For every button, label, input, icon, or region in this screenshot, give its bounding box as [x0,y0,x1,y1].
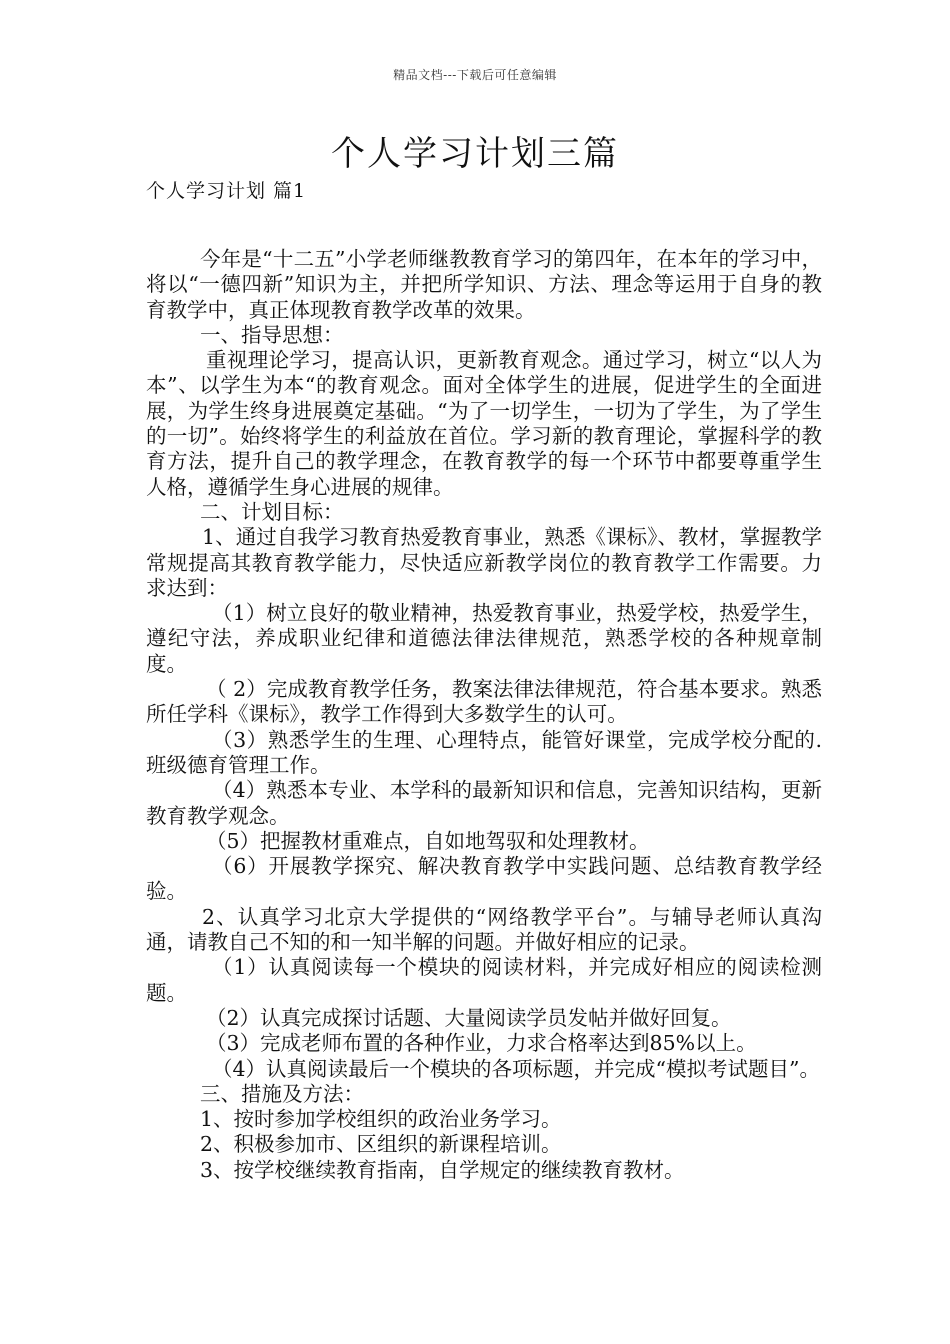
paragraph: 1、按时参加学校组织的政治业务学习。 [200,1107,562,1132]
paragraph: 2、积极参加市、区组织的新课程培训。 [200,1132,562,1157]
paragraph: 今年是“十二五”小学老师继教教育学习的第四年，在本年的学习中，将以“一德四新”知识为主，并把所学知识、方法、理念等运用于自身的教育教学中，真正体现教育教学改革的效果。 [146,247,822,322]
page-title: 个人学习计划三篇 [331,134,619,174]
paragraph: （4）熟悉本专业、本学科的最新知识和信息，完善知识结构，更新教育教学观念。 [146,778,822,828]
paragraph: （2）认真完成探讨话题、大量阅读学员发帖并做好回复。 [206,1005,732,1030]
paragraph: 3、按学校继续教育指南，自学规定的继续教育教材。 [200,1157,685,1182]
paragraph: 重视理论学习，提高认识，更新教育观念。通过学习，树立“以人为本”、以学生为本“的教育观念。面对全体学生的进展，促进学生的全面进展，为学生终身进展奠定基础。“为了一切学生，一切为了学生，为了学生的一切”。始终将学生的利益放在首位。学习新的教育理论，掌握科学的教育方法，提升自己的教学理念，在教育教学的每一个环节中都要尊重学生人格，遵循学生身心进展的规律。 [146,348,822,499]
paragraph: （4）认真阅读最后一个模块的各项标题，并完成“模拟考试题目”。 [212,1056,821,1081]
paragraph: 1、通过自我学习教育热爱教育事业，熟悉《课标》、教材，掌握教学常规提高其教育教学能力，尽快适应新教学岗位的教育教学工作需要。力求达到： [146,525,822,600]
body-text [146,247,822,1183]
paragraph: （3）完成老师布置的各种作业，力求合格率达到85%以上。 [206,1031,757,1056]
paragraph: 二、计划目标： [200,499,344,524]
paragraph: （5）把握教材重难点，自如地驾驭和处理教材。 [206,828,650,853]
header-note: 精品文档---下载后可任意编辑 [393,68,557,82]
paragraph: （1）认真阅读每一个模块的阅读材料，并完成好相应的阅读检测题。 [146,955,822,1005]
paragraph: 2、认真学习北京大学提供的“网络教学平台”。与辅导老师认真沟通，请教自己不知的和一知半解的问题。并做好相应的记录。 [146,904,822,955]
paragraph: （ 2）完成教育教学任务，教案法律法律规范，符合基本要求。熟悉所任学科《课标》，教学工作得到大多数学生的认可。 [146,677,822,727]
paragraph: （3）熟悉学生的生理、心理特点，能管好课堂，完成学校分配的.班级德育管理工作。 [146,727,822,777]
paragraph: 三、措施及方法： [200,1081,364,1106]
paragraph: （6）开展教学探究、解决教育教学中实践问题、总结教育教学经验。 [146,854,822,904]
section-heading: 个人学习计划 篇1 [146,180,307,202]
paragraph: （1）树立良好的敬业精神，热爱教育事业，热爱学校，热爱学生，遵纪守法，养成职业纪律和道德法律法律规范，熟悉学校的各种规章制度。 [146,601,822,676]
paragraph: 一、指导思想： [200,322,344,347]
